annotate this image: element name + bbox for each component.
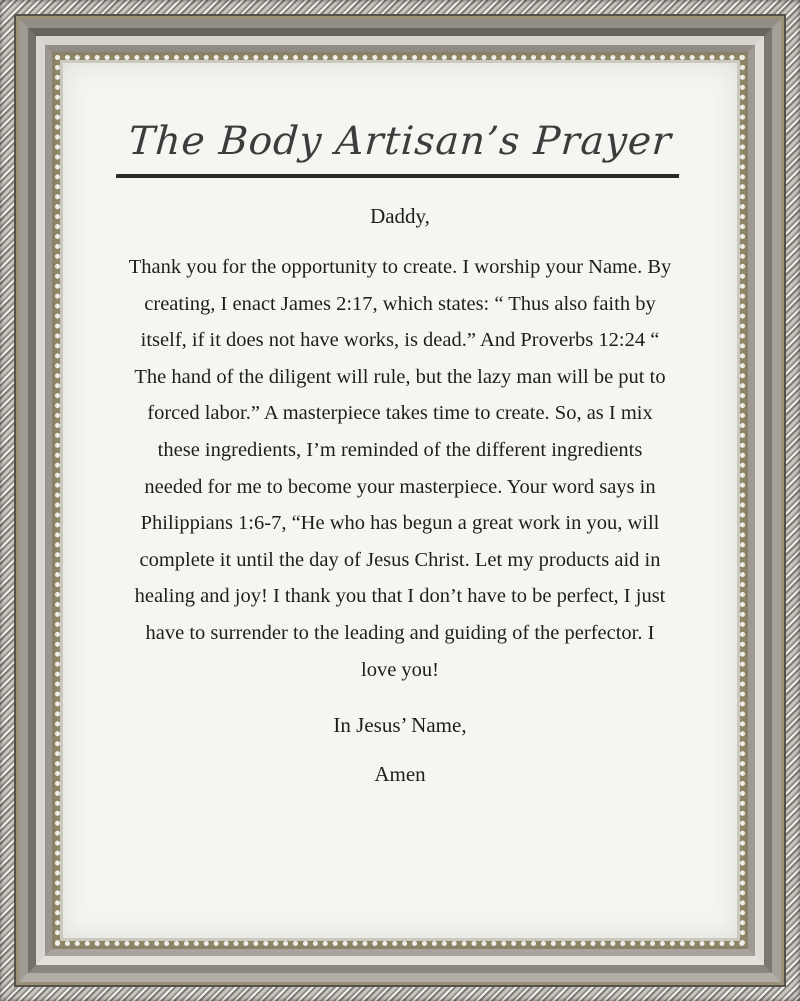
closing-line: In Jesus’ Name, [333,713,467,738]
prayer-sheet [60,60,740,941]
frame-silver-band-inner [45,45,755,956]
frame-silver-band-outer [19,19,781,982]
title-wrap [63,119,737,178]
salutation: Daddy, [370,204,430,228]
signoff: Amen [374,762,426,787]
frame-bead-edge [55,55,745,946]
frame-silver-band-shadow [28,28,772,973]
frame-silver-band-highlight [36,36,764,965]
frame-dark-line [14,14,786,987]
frame-tan-line-inner [52,52,748,949]
prayer-body: Thank you for the opportunity to create. I worship your Name. By creating, I enact James 2:17, which states: “ Thus also faith by itself, if it does not have works, is dead.” And Proverbs 12:24 “ The hand of the diligent will rule, but the lazy man will be put to forced labor.” A masterpiece takes time to create. So, as I mix these ingredients, I’m reminded of the different ingredients needed for me to become your masterpiece. Your word says in Philippians 1:6-7, “He who has begun a great work in you, will complete it until the day of Jesus Christ. Let my products aid in healing and joy! I thank you that I don’t have to be perfect, I just have to surrender to the leading and guiding of the perfector. I love you! [128,256,672,681]
frame-tan-line-outer [16,16,784,985]
prayer-title: The Body Artisan’s Prayer [116,119,683,178]
